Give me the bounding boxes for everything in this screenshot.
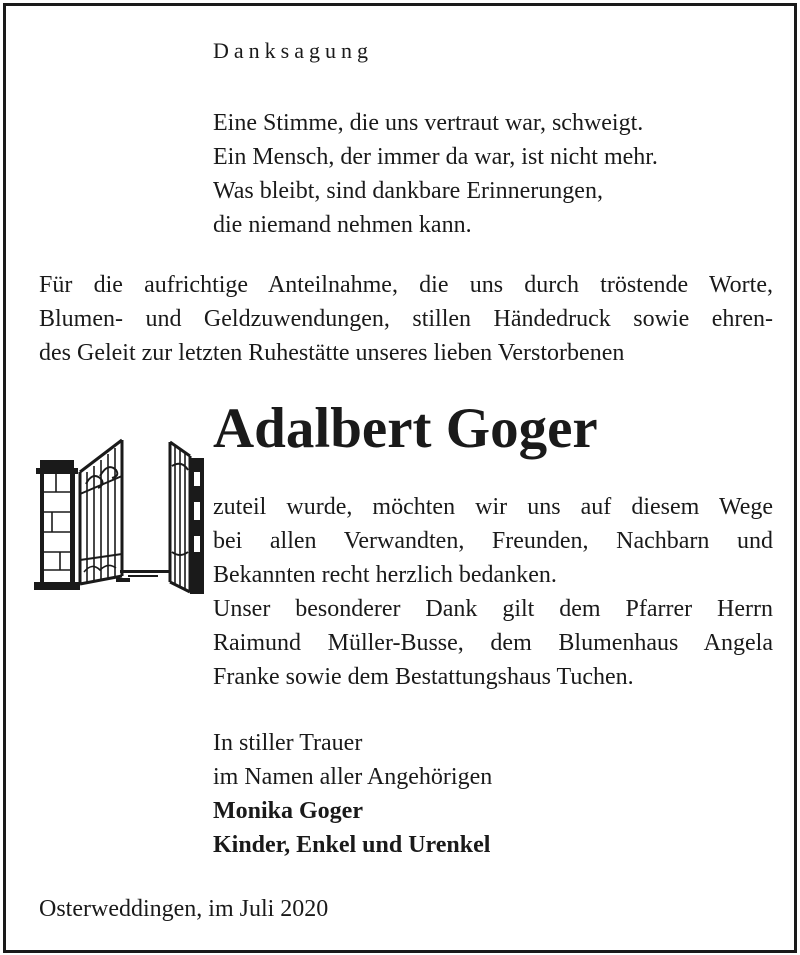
poem-line: Ein Mensch, der immer da war, ist nicht mehr. <box>213 144 658 170</box>
poem-line: Was bleibt, sind dankbare Erinnerungen, <box>213 178 603 204</box>
family-line: Kinder, Enkel und Urenkel <box>213 832 491 858</box>
closing-line: im Namen aller Angehörigen <box>213 764 493 790</box>
obituary-notice <box>3 3 797 953</box>
intro-paragraph <box>39 268 773 370</box>
signer-name: Monika Goger <box>213 798 363 824</box>
notice-heading: Danksagung <box>213 38 373 63</box>
thanks-line: bei allen Verwandten, Freunden, Nachbarn und <box>213 528 773 554</box>
thanks-line: Unser besonderer Dank gilt dem Pfarrer Herrn <box>213 596 773 622</box>
intro-line: des Geleit zur letzten Ruhestätte unseres lieben Verstorbenen <box>39 340 625 366</box>
deceased-name: Adalbert Goger <box>213 397 598 460</box>
poem-line: die niemand nehmen kann. <box>213 212 472 238</box>
intro-line: Für die aufrichtige Anteilnahme, die uns durch tröstende Worte, <box>39 272 773 298</box>
open-garden-gate-icon <box>32 432 207 598</box>
thanks-line: Bekannten recht herzlich bedanken. <box>213 562 557 588</box>
thanks-line: Franke sowie dem Bestattungshaus Tuchen. <box>213 664 634 690</box>
intro-line: Blumen- und Geldzuwendungen, stillen Händedruck sowie ehren- <box>39 306 773 332</box>
thanks-line: zuteil wurde, möchten wir uns auf diesem Wege <box>213 494 773 520</box>
closing-block <box>213 726 492 862</box>
place-date: Osterweddingen, im Juli 2020 <box>39 896 329 922</box>
thanks-paragraph <box>213 490 773 694</box>
closing-line: In stiller Trauer <box>213 730 363 756</box>
poem <box>213 106 658 242</box>
thanks-line: Raimund Müller-Busse, dem Blumenhaus Angela <box>213 630 773 656</box>
poem-line: Eine Stimme, die uns vertraut war, schweigt. <box>213 110 644 136</box>
